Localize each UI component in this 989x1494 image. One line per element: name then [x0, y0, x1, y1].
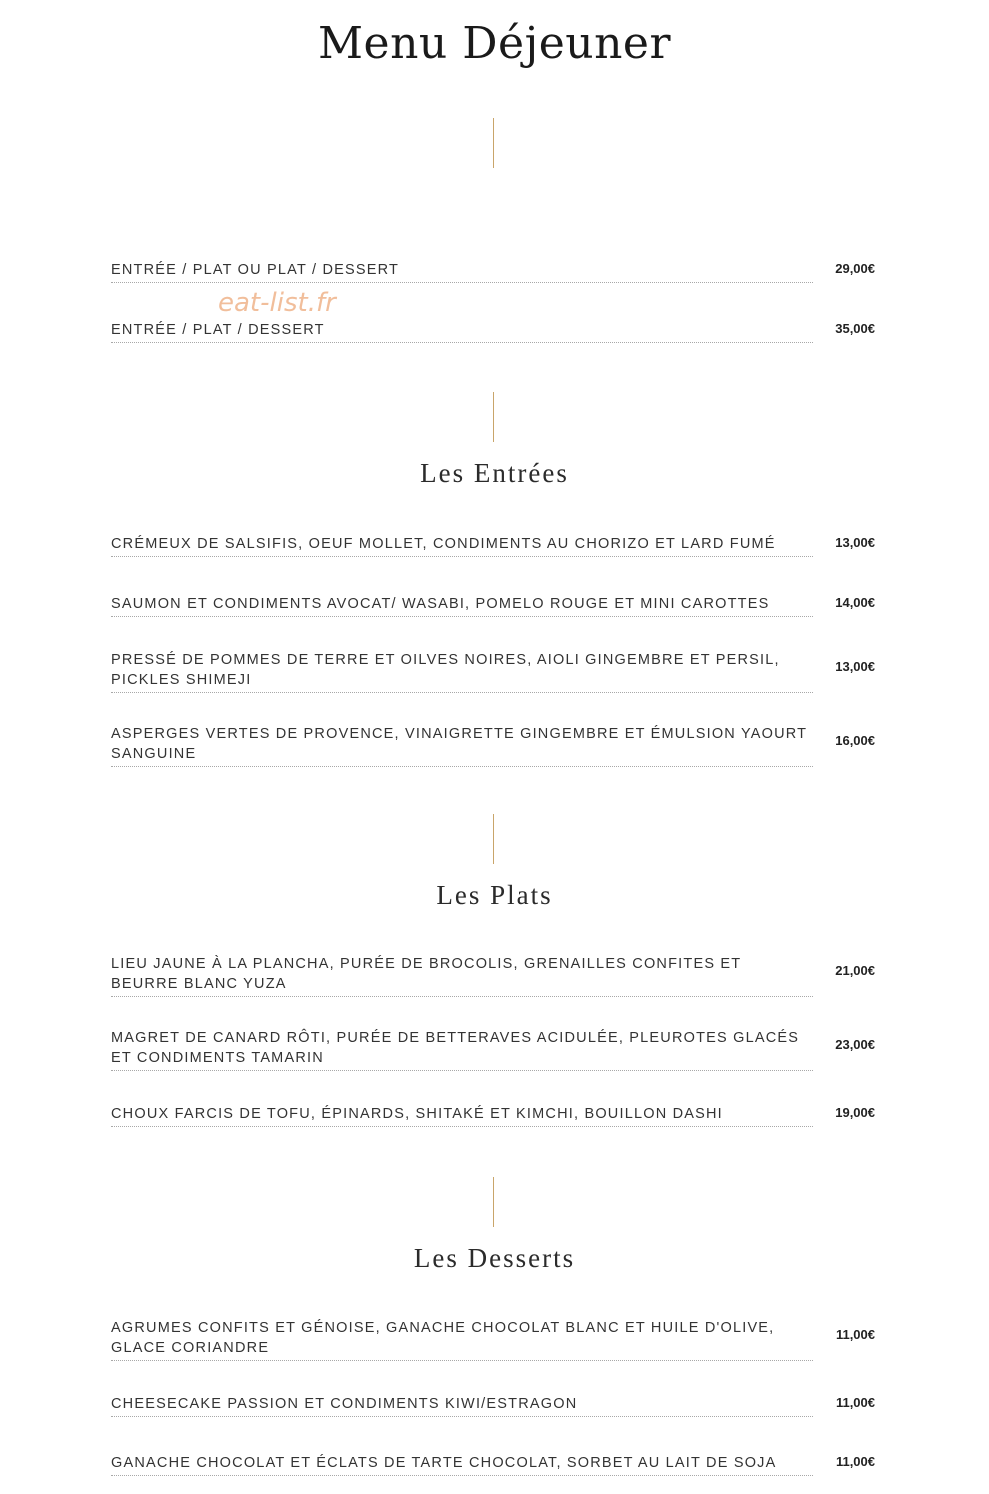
section-title-desserts: Les Desserts — [413, 1243, 576, 1273]
item-price: 35,00€ — [835, 321, 875, 336]
item-price: 14,00€ — [835, 595, 875, 610]
item-description: AGRUMES CONFITS ET GÉNOISE, GANACHE CHOCOLAT BLANC ET HUILE D'OLIVE, GLACE CORIANDRE — [111, 1320, 775, 1356]
item-description: ENTRÉE / PLAT OU PLAT / DESSERT — [111, 262, 405, 278]
item-description: LIEU JAUNE À LA PLANCHA, PURÉE DE BROCOLIS, GRENAILLES CONFITES ET BEURRE BLANC YUZA — [111, 956, 742, 992]
item-price: 23,00€ — [835, 1037, 875, 1052]
item-price: 13,00€ — [835, 535, 875, 550]
item-price: 13,00€ — [835, 659, 875, 674]
item-description: ENTRÉE / PLAT / DESSERT — [111, 322, 331, 338]
item-price: 11,00€ — [835, 1454, 875, 1469]
divider-line — [493, 118, 494, 168]
item-description: SAUMON ET CONDIMENTS AVOCAT/ WASABI, POMELO ROUGE ET MINI CAROTTES — [111, 596, 775, 612]
item-price: 16,00€ — [835, 733, 875, 748]
item-price: 19,00€ — [835, 1105, 875, 1120]
item-description: MAGRET DE CANARD RÔTI, PURÉE DE BETTERAVES ACIDULÉE, PLEUROTES GLACÉS ET CONDIMENTS TAMARIN — [111, 1030, 800, 1066]
section-title-entrees: Les Entrées — [420, 458, 569, 488]
item-description: PRESSÉ DE POMMES DE TERRE ET OILVES NOIRES, AIOLI GINGEMBRE ET PERSIL, PICKLES SHIMEJI — [111, 652, 780, 688]
divider-line — [493, 1177, 494, 1227]
item-price: 11,00€ — [835, 1395, 875, 1410]
item-price: 29,00€ — [835, 261, 875, 276]
item-description: GANACHE CHOCOLAT ET ÉCLATS DE TARTE CHOCOLAT, SORBET AU LAIT DE SOJA — [111, 1455, 783, 1471]
watermark: eat-list.fr — [218, 288, 336, 318]
item-description: CRÉMEUX DE SALSIFIS, OEUF MOLLET, CONDIMENTS AU CHORIZO ET LARD FUMÉ — [111, 536, 782, 552]
divider-line — [493, 392, 494, 442]
item-price: 21,00€ — [835, 963, 875, 978]
divider-line — [493, 814, 494, 864]
item-description: ASPERGES VERTES DE PROVENCE, VINAIGRETTE GINGEMBRE ET ÉMULSION YAOURT SANGUINE — [111, 726, 808, 762]
section-title-plats: Les Plats — [436, 880, 553, 910]
item-description: CHOUX FARCIS DE TOFU, ÉPINARDS, SHITAKÉ ET KIMCHI, BOUILLON DASHI — [111, 1106, 729, 1122]
item-description: CHEESECAKE PASSION ET CONDIMENTS KIWI/ESTRAGON — [111, 1396, 583, 1412]
item-price: 11,00€ — [835, 1327, 875, 1342]
page-title: Menu Déjeuner — [318, 18, 671, 69]
